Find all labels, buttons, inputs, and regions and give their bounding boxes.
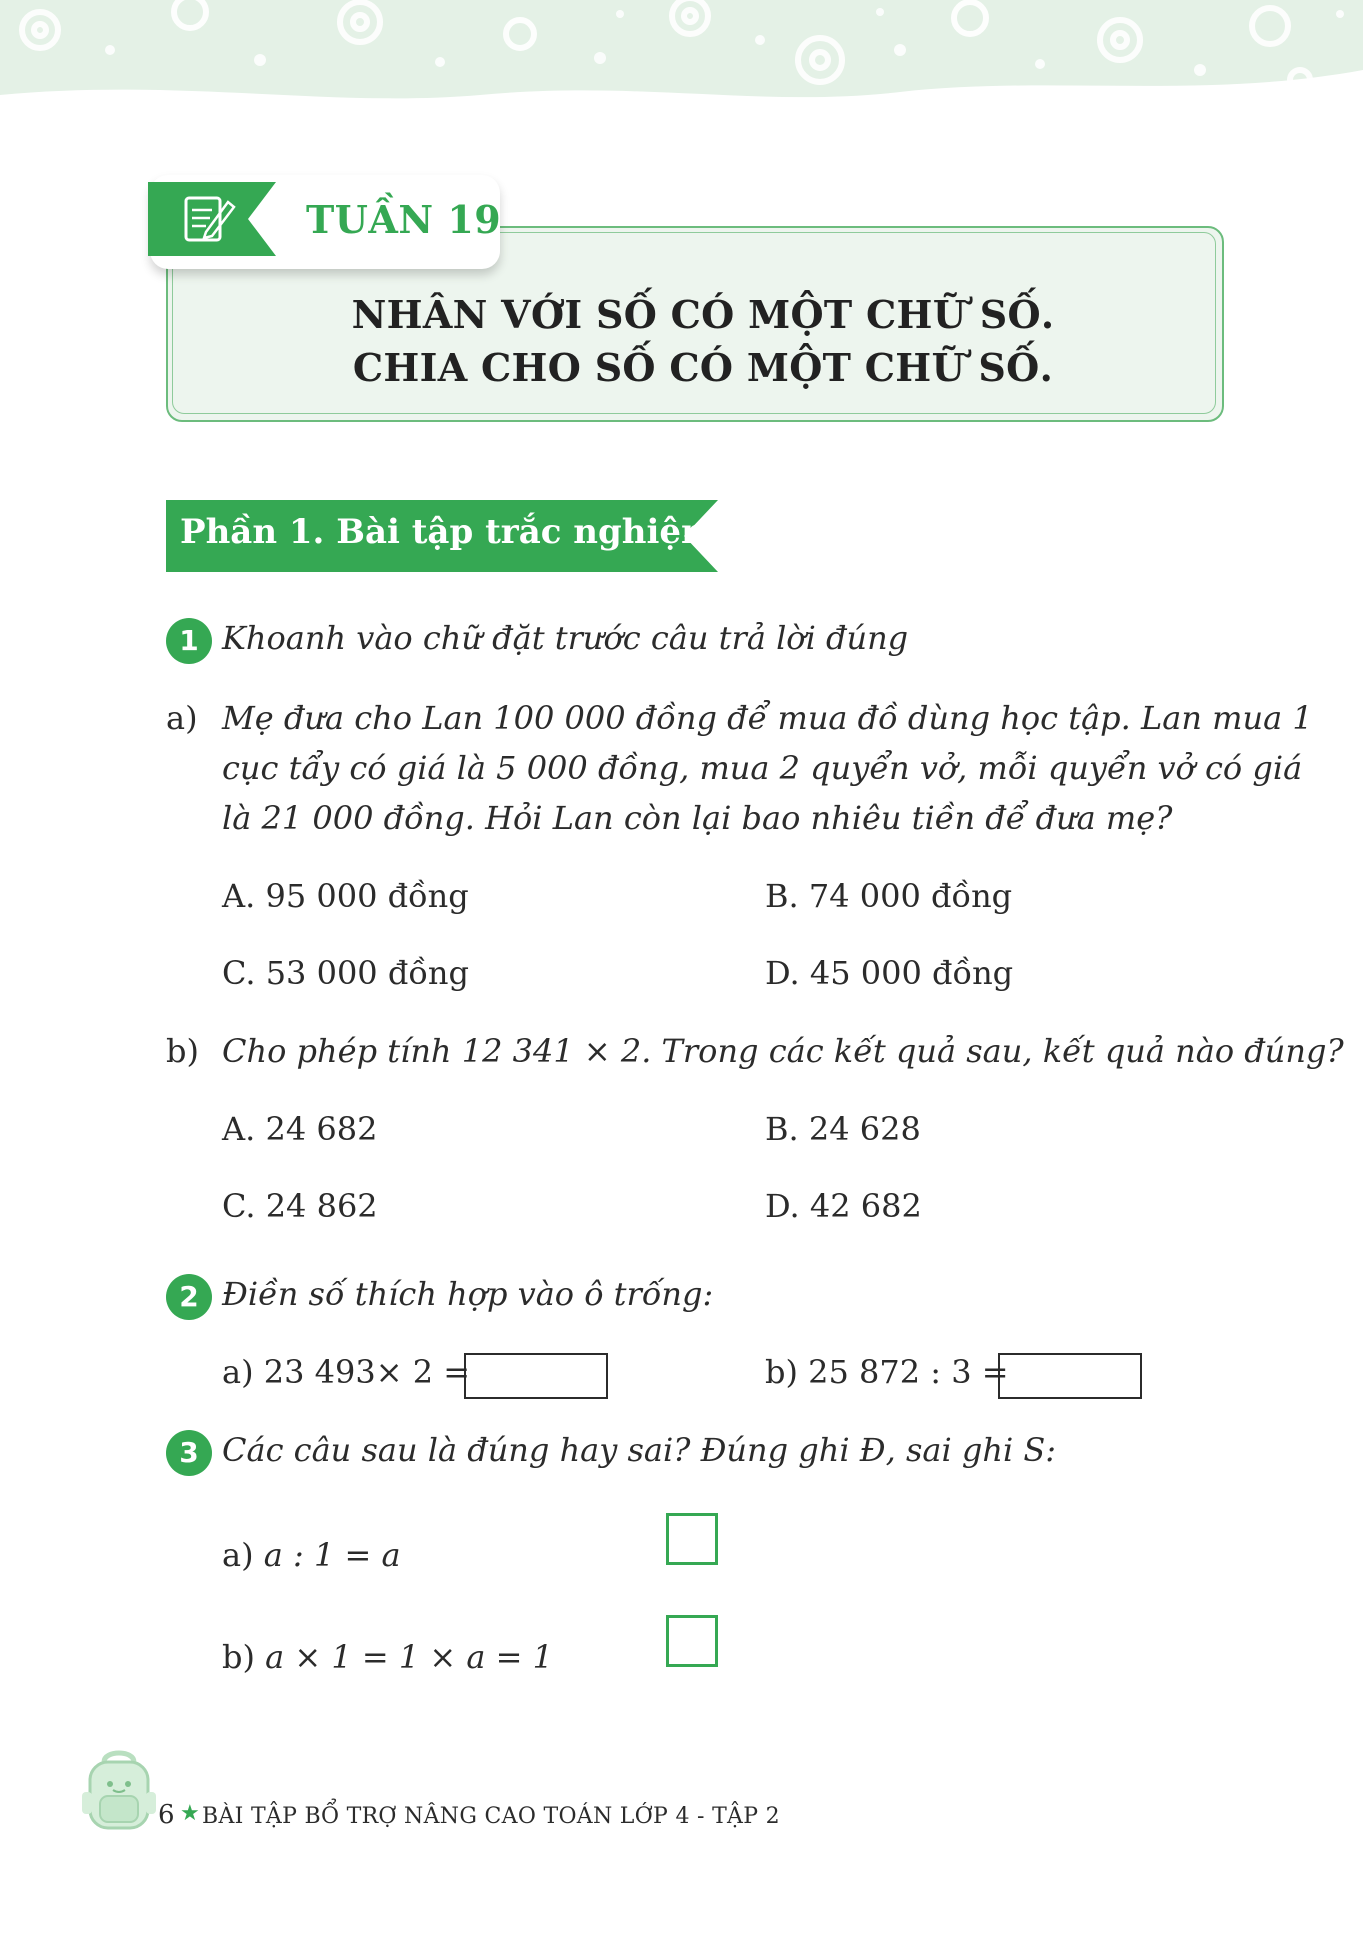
statement-3b-marker: b) — [222, 1638, 266, 1676]
statement-3b — [222, 1638, 553, 1676]
week-label: TUẦN 19 — [306, 197, 502, 242]
option-1b-C[interactable]: C. 24 862 — [222, 1187, 378, 1225]
question-1a-line-1: Mẹ đưa cho Lan 100 000 đồng để mua đồ dùng học tập. Lan mua 1 — [222, 699, 1313, 737]
option-1a-D[interactable]: D. 45 000 đồng — [765, 954, 1014, 992]
true-false-box-3a[interactable] — [666, 1513, 718, 1565]
option-1b-D[interactable]: D. 42 682 — [765, 1187, 922, 1225]
statement-3a — [222, 1536, 401, 1574]
option-1a-B[interactable]: B. 74 000 đồng — [765, 877, 1013, 915]
question-1a-marker: a) — [166, 699, 198, 737]
question-1a-line-2: cục tẩy có giá là 5 000 đồng, mua 2 quyển vở, mỗi quyển vở có giá — [222, 749, 1303, 787]
option-1a-C[interactable]: C. 53 000 đồng — [222, 954, 469, 992]
statement-3a-marker: a) — [222, 1536, 264, 1574]
question-number-1: 1 — [166, 618, 212, 664]
question-1a-line-3: là 21 000 đồng. Hỏi Lan còn lại bao nhiêu tiền để đưa mẹ? — [222, 799, 1173, 837]
true-false-box-3b[interactable] — [666, 1615, 718, 1667]
question-1b-text: Cho phép tính 12 341 × 2. Trong các kết quả sau, kết quả nào đúng? — [222, 1032, 1344, 1070]
option-1a-A[interactable]: A. 95 000 đồng — [222, 877, 469, 915]
statement-3a-expression: a : 1 = a — [263, 1536, 401, 1574]
book-title: BÀI TẬP BỔ TRỢ NÂNG CAO TOÁN LỚP 4 - TẬP 2 — [202, 1804, 780, 1829]
lesson-title-line-2: CHIA CHO SỐ CÓ MỘT CHỮ SỐ. — [352, 345, 1054, 390]
question-number-2: 2 — [166, 1274, 212, 1320]
pencil-notebook-icon — [148, 182, 276, 256]
question-2a-expression: a) 23 493× 2 = — [222, 1353, 471, 1391]
answer-blank-2a[interactable] — [464, 1353, 608, 1399]
option-1b-B[interactable]: B. 24 628 — [765, 1110, 921, 1148]
question-2-instruction: Điền số thích hợp vào ô trống: — [222, 1275, 714, 1313]
section-label: Phần 1. Bài tập trắc nghiệm — [180, 512, 717, 552]
answer-blank-2b[interactable] — [998, 1353, 1142, 1399]
backpack-mascot-icon — [80, 1748, 158, 1836]
question-1-instruction: Khoanh vào chữ đặt trước câu trả lời đúng — [222, 619, 909, 657]
star-icon: ★ — [180, 1801, 200, 1826]
question-3-instruction: Các câu sau là đúng hay sai? Đúng ghi Đ, sai ghi S: — [222, 1431, 1057, 1469]
option-1b-A[interactable]: A. 24 682 — [222, 1110, 378, 1148]
lesson-title-line-1: NHÂN VỚI SỐ CÓ MỘT CHỮ SỐ. — [351, 292, 1055, 337]
question-2b-expression: b) 25 872 : 3 = — [765, 1353, 1009, 1391]
question-number-3: 3 — [166, 1430, 212, 1476]
top-decorative-band — [0, 0, 1363, 110]
page-number: 6 — [158, 1800, 175, 1830]
statement-3b-expression: a × 1 = 1 × a = 1 — [265, 1638, 553, 1676]
question-1b-marker: b) — [166, 1032, 199, 1070]
